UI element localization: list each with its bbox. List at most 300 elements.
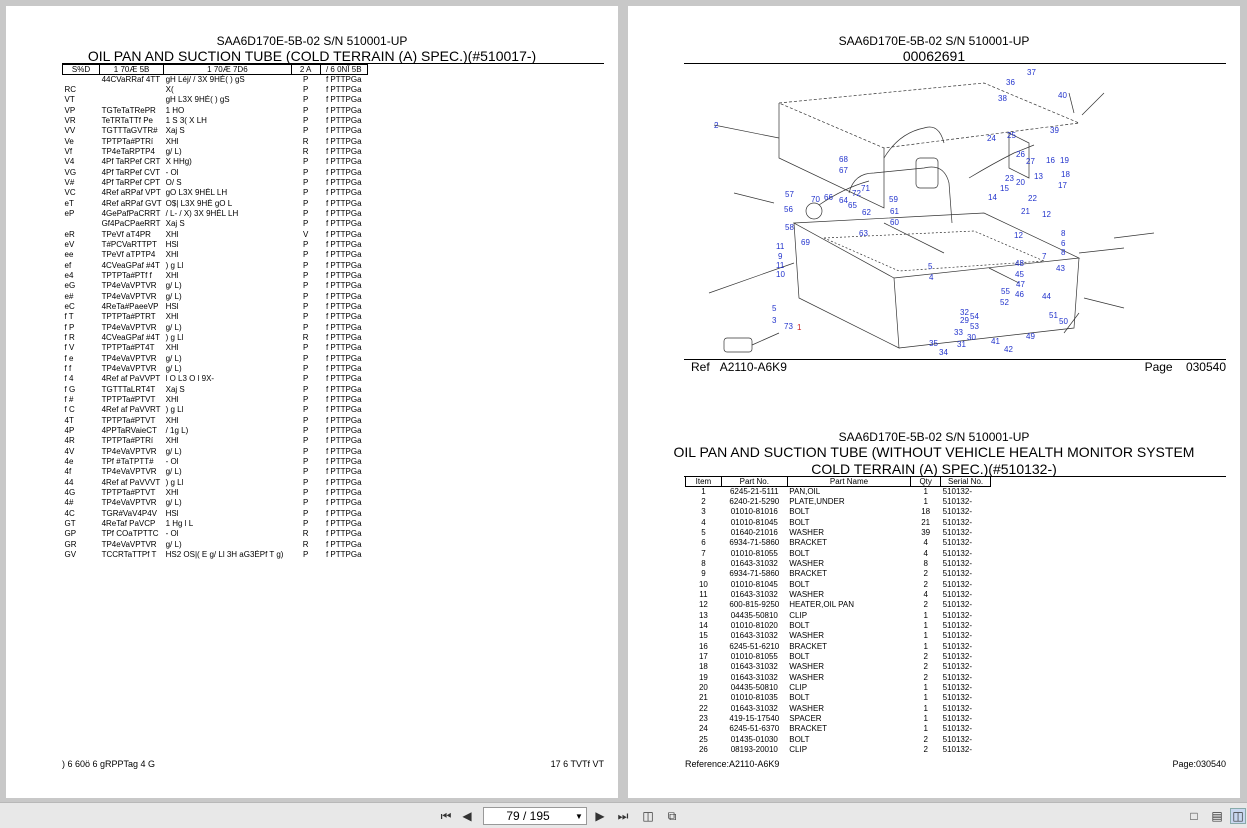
- svg-text:63: 63: [859, 229, 868, 238]
- table-cell: P: [302, 167, 309, 177]
- table-cell: 510132-: [942, 683, 972, 693]
- svg-text:14: 14: [988, 193, 997, 202]
- svg-text:5: 5: [928, 262, 933, 271]
- table-cell: P: [302, 549, 309, 559]
- svg-text:22: 22: [1028, 194, 1037, 203]
- svg-text:42: 42: [1004, 345, 1013, 354]
- table-cell: 01643-31032: [730, 590, 778, 600]
- svg-text:15: 15: [1000, 184, 1009, 193]
- table-cell: 510132-: [942, 569, 972, 579]
- table-cell: 21: [921, 517, 931, 527]
- svg-text:72: 72: [852, 189, 861, 198]
- table-row: [63, 519, 368, 529]
- svg-text:58: 58: [785, 223, 794, 232]
- table-cell: P: [302, 312, 309, 322]
- svg-text:5: 5: [772, 304, 777, 313]
- table-cell: 9: [701, 569, 706, 579]
- table-cell: 4: [923, 590, 928, 600]
- table-row: [63, 354, 368, 364]
- table-cell: - Ol: [165, 456, 179, 466]
- table-cell: O$| L3X 9HÉ gO L: [165, 198, 233, 208]
- column-header: S%D: [63, 65, 100, 75]
- table-cell: 510132-: [942, 672, 972, 682]
- exploded-parts-diagram: [684, 63, 1184, 360]
- svg-text:60: 60: [890, 218, 899, 227]
- table-cell: f #: [64, 395, 74, 404]
- svg-text:38: 38: [998, 94, 1007, 103]
- table-cell: TPTPTa#PTRT: [101, 312, 156, 322]
- table-cell: P: [302, 95, 309, 105]
- table-cell: 2: [701, 497, 706, 507]
- svg-text:66: 66: [824, 193, 833, 202]
- table-cell: 20: [698, 683, 708, 693]
- table-cell: g/ L): [165, 364, 182, 374]
- table-cell: P: [302, 219, 309, 229]
- table-cell: f PTTPGa: [325, 343, 362, 353]
- table-cell: 2: [923, 652, 928, 662]
- table-cell: Gf4PaCPaeRRT: [101, 219, 161, 229]
- table-row: [63, 446, 368, 456]
- table-cell: XHl: [165, 343, 179, 353]
- table-cell: P: [302, 364, 309, 374]
- svg-text:47: 47: [1016, 280, 1025, 289]
- table-cell: 01643-31032: [730, 672, 778, 682]
- table-cell: XHl: [165, 271, 179, 281]
- svg-text:69: 69: [801, 238, 810, 247]
- svg-text:8: 8: [1061, 248, 1066, 257]
- table-cell: TCCRTaTTPf T: [101, 549, 157, 559]
- table-cell: XHl: [165, 312, 179, 322]
- table-row: [63, 477, 368, 487]
- svg-text:48: 48: [1015, 259, 1024, 268]
- table-row: [63, 168, 368, 178]
- table-cell: 01643-31032: [730, 559, 778, 569]
- table-cell: f PTTPGa: [325, 353, 362, 363]
- table-cell: f PTTPGa: [325, 85, 362, 95]
- table-cell: f PTTPGa: [325, 446, 362, 456]
- svg-text:50: 50: [1059, 317, 1068, 326]
- svg-text:71: 71: [861, 184, 870, 193]
- table-cell: 1: [923, 631, 928, 641]
- right-page: [628, 6, 1240, 798]
- table-cell: CLIP: [789, 610, 808, 620]
- table-cell: 6934-71-5860: [729, 569, 780, 579]
- page-header: SAA6D170E-5B-02 S/N 510001-UP: [216, 34, 408, 48]
- table-cell: g/ L): [165, 353, 182, 363]
- table-cell: WASHER: [789, 631, 825, 641]
- table-cell: V: [302, 229, 309, 239]
- table-row: [686, 487, 991, 498]
- table-cell: 4CVeaGPaf #4T: [101, 260, 160, 270]
- table-row: [686, 714, 991, 724]
- table-cell: P: [302, 436, 309, 446]
- chevron-down-icon[interactable]: ▼: [575, 811, 583, 821]
- page-value: 030540: [1185, 360, 1226, 374]
- svg-text:37: 37: [1027, 68, 1036, 77]
- table-cell: f PTTPGa: [325, 188, 362, 198]
- table-cell: P: [302, 260, 309, 270]
- table-cell: 2: [923, 734, 928, 744]
- table-cell: 5: [701, 528, 706, 538]
- table-cell: 16: [698, 641, 708, 651]
- table-row: [63, 199, 368, 209]
- table-cell: TPTPTa#PTRí: [101, 136, 154, 146]
- table-row: [63, 374, 368, 384]
- table-row: [686, 621, 991, 631]
- table-row: [63, 385, 368, 395]
- table-cell: TP4eVaVPTVR: [101, 353, 157, 363]
- table-row: [686, 693, 991, 703]
- table-cell: TGR#VaV4P4V: [101, 508, 158, 518]
- table-cell: BOLT: [789, 621, 810, 631]
- table-cell: Xaj S: [165, 126, 185, 136]
- table-row: [63, 323, 368, 333]
- table-cell: 18: [921, 507, 931, 517]
- table-cell: 4f: [64, 467, 72, 477]
- parts-table: [685, 476, 991, 755]
- table-row: [63, 219, 368, 229]
- table-row: [63, 178, 368, 188]
- table-row: [63, 75, 368, 86]
- table-cell: f PTTPGa: [325, 178, 362, 188]
- svg-text:20: 20: [1016, 178, 1025, 187]
- table-cell: f PTTPGa: [325, 456, 362, 466]
- table-cell: 3: [701, 507, 706, 517]
- next-page-icon[interactable]: ▶: [595, 809, 605, 823]
- last-page-icon[interactable]: ⏭: [617, 808, 629, 823]
- table-cell: R: [302, 136, 309, 146]
- table-cell: f PTTPGa: [325, 105, 362, 115]
- table-cell: 510132-: [942, 600, 972, 610]
- table-cell: 2: [923, 662, 928, 672]
- table-cell: TPTPTa#PTf f: [101, 271, 152, 281]
- table-row: [63, 529, 368, 539]
- table-cell: 4G: [64, 487, 76, 497]
- table-cell: P: [302, 116, 309, 126]
- table-cell: 4V: [64, 446, 75, 456]
- svg-text:51: 51: [1049, 311, 1058, 320]
- table-row: [686, 559, 991, 569]
- table-cell: 4Ref af PaVVPT: [101, 374, 161, 384]
- svg-text:44: 44: [1042, 292, 1051, 301]
- table-cell: TGTeTaTRePR: [101, 105, 156, 115]
- table-cell: XHl: [165, 436, 179, 446]
- table-row: [63, 312, 368, 322]
- table-cell: P: [302, 188, 309, 198]
- table-cell: 2: [923, 672, 928, 682]
- table-row: [686, 662, 991, 672]
- table-cell: 510132-: [942, 559, 972, 569]
- svg-text:27: 27: [1026, 157, 1035, 166]
- table-cell: 4ReTaf PaVCP: [101, 518, 156, 528]
- column-header: Part No.: [721, 477, 787, 487]
- column-header: 1 70Æ 7D6: [164, 65, 292, 75]
- table-cell: V#: [64, 178, 75, 188]
- table-cell: f PTTPGa: [325, 147, 362, 157]
- table-cell: f PTTPGa: [325, 384, 362, 394]
- table-cell: gH L3X 9HÉ( ) gS: [165, 95, 230, 105]
- table-cell: P: [302, 405, 309, 415]
- table-cell: ) g Ll: [165, 333, 184, 343]
- table-cell: WASHER: [789, 528, 825, 538]
- table-cell: 01643-31032: [730, 703, 778, 713]
- table-cell: 26: [698, 745, 708, 755]
- table-row: [63, 405, 368, 415]
- table-row: [686, 507, 991, 517]
- table-cell: 510132-: [942, 579, 972, 589]
- table-cell: VP: [64, 105, 76, 115]
- table-cell: P: [302, 487, 309, 497]
- table-row: [686, 600, 991, 610]
- table-cell: P: [302, 302, 309, 312]
- prev-page-icon[interactable]: ◀: [462, 809, 472, 823]
- table-cell: f G: [64, 384, 76, 394]
- viewer-toolbar: [0, 802, 1247, 828]
- table-cell: f PTTPGa: [325, 116, 362, 126]
- table-cell: 01010-81055: [730, 652, 778, 662]
- table-cell: 4Pf TaRPef CPT: [101, 178, 161, 188]
- svg-text:43: 43: [1056, 264, 1065, 273]
- table-cell: 510132-: [942, 621, 972, 631]
- table-cell: TPf COaTPTTC: [101, 529, 159, 539]
- table-cell: 18: [698, 662, 708, 672]
- table-row: [63, 240, 368, 250]
- table-cell: ) g Ll: [165, 260, 184, 270]
- continuous-icon[interactable]: ▤: [1211, 809, 1223, 823]
- table-row: [63, 436, 368, 446]
- svg-text:45: 45: [1015, 270, 1024, 279]
- svg-text:40: 40: [1058, 91, 1067, 100]
- svg-text:9: 9: [778, 252, 783, 261]
- table-cell: eV: [64, 240, 75, 250]
- first-page-icon[interactable]: ⏮: [440, 808, 452, 823]
- table-cell: P: [302, 425, 309, 435]
- table-cell: 44CVaRRaf 4TT: [101, 75, 161, 84]
- svg-text:29: 29: [960, 316, 969, 325]
- table-row: [686, 528, 991, 538]
- svg-text:12: 12: [1042, 210, 1051, 219]
- column-header: 2 A: [291, 65, 320, 75]
- table-cell: 4#: [64, 498, 74, 508]
- table-cell: 13: [698, 610, 708, 620]
- table-row: [63, 116, 368, 126]
- svg-text:33: 33: [954, 328, 963, 337]
- table-row: [686, 642, 991, 652]
- table-cell: 510132-: [942, 652, 972, 662]
- table-cell: f PTTPGa: [325, 364, 362, 374]
- table-row: [686, 683, 991, 693]
- table-cell: 4: [923, 538, 928, 548]
- table-cell: PLATE,UNDER: [789, 497, 845, 507]
- table-row: [686, 580, 991, 590]
- table-cell: 17: [698, 652, 708, 662]
- table-cell: f PTTPGa: [325, 322, 362, 332]
- single-page-icon[interactable]: □: [1190, 809, 1198, 823]
- table-cell: 25: [698, 734, 708, 744]
- table-cell: XHl: [165, 136, 179, 146]
- table-cell: 6934-71-5860: [729, 538, 780, 548]
- table-row: [686, 497, 991, 507]
- table-row: [686, 549, 991, 559]
- rotate-icon[interactable]: ◫: [642, 809, 654, 823]
- table-row: [63, 157, 368, 167]
- table-cell: P: [302, 250, 309, 260]
- table-cell: f PTTPGa: [325, 405, 362, 415]
- table-row: [63, 539, 368, 549]
- table-cell: 510132-: [942, 714, 972, 724]
- table-cell: f PTTPGa: [325, 260, 362, 270]
- table-cell: P: [302, 126, 309, 136]
- table-cell: f PTTPGa: [325, 436, 362, 446]
- table-row: [686, 518, 991, 528]
- table-cell: BOLT: [789, 548, 810, 558]
- table-cell: P: [302, 85, 309, 95]
- table-cell: 01643-31032: [730, 631, 778, 641]
- table-cell: f PTTPGa: [325, 477, 362, 487]
- table-cell: 510132-: [942, 662, 972, 672]
- table-cell: BRACKET: [789, 641, 828, 651]
- table-cell: WASHER: [789, 559, 825, 569]
- table-cell: TPTPTa#PTRí: [101, 436, 154, 446]
- table-row: [63, 188, 368, 198]
- table-cell: g/ L): [165, 467, 182, 477]
- table-cell: 8: [701, 559, 706, 569]
- svg-text:2: 2: [714, 121, 719, 130]
- table-cell: RC: [64, 85, 77, 95]
- table-cell: 510132-: [942, 590, 972, 600]
- table-cell: GV: [64, 549, 77, 559]
- table-cell: 4PPTaRVaieCT: [101, 425, 157, 435]
- footer-reference: Reference:A2110-A6K9: [685, 759, 780, 769]
- table-cell: 4e: [64, 456, 74, 466]
- table-cell: [100, 85, 164, 95]
- table-cell: eG: [64, 281, 76, 291]
- table-cell: TPf #TaTPTT#: [101, 456, 154, 466]
- table-cell: 510132-: [942, 517, 972, 527]
- table-cell: GP: [64, 529, 77, 539]
- table-cell: 4: [923, 548, 928, 558]
- svg-text:23: 23: [1005, 174, 1014, 183]
- table-cell: VT: [64, 95, 75, 105]
- column-header: Item: [686, 477, 722, 487]
- table-cell: P: [302, 477, 309, 487]
- table-cell: 1: [923, 497, 928, 507]
- table-cell: P: [302, 281, 309, 291]
- svg-text:39: 39: [1050, 126, 1059, 135]
- table-cell: 1 Hg l L: [165, 518, 194, 528]
- table-cell: l O L3 O l 9X-: [165, 374, 215, 384]
- table-row: [63, 343, 368, 353]
- svg-text:62: 62: [862, 208, 871, 217]
- table-cell: 01010-81045: [730, 517, 778, 527]
- table-cell: V4: [64, 157, 75, 167]
- table-cell: 510132-: [942, 631, 972, 641]
- table-cell: 510132-: [942, 528, 972, 538]
- table-cell: P: [302, 456, 309, 466]
- table-cell: TPTPTa#PTVT: [101, 395, 156, 404]
- table-cell: 01435-01030: [730, 734, 778, 744]
- page-indicator[interactable]: 79 / 195: [506, 809, 550, 823]
- table-cell: TP4eTaRPTP4: [101, 147, 155, 157]
- table-cell: 1: [701, 487, 706, 496]
- table-row: [63, 508, 368, 518]
- table-cell: 510132-: [942, 641, 972, 651]
- table-cell: 1: [923, 703, 928, 713]
- section-title-line1: OIL PAN AND SUCTION TUBE (WITHOUT VEHICLE HEALTH MONITOR SYSTEM: [673, 444, 1195, 460]
- table-cell: 21: [698, 693, 708, 703]
- table-row: [686, 735, 991, 745]
- table-cell: P: [302, 157, 309, 167]
- footer-right: 17 6 TVTf VT: [550, 759, 604, 769]
- table-cell: - Ol: [165, 167, 179, 177]
- table-cell: f PTTPGa: [325, 549, 362, 559]
- ref-label-text: Ref: [691, 360, 710, 374]
- two-page-icon[interactable]: ◫: [1230, 808, 1246, 824]
- table-cell: [63, 219, 100, 229]
- table-cell: TP4eVaVPTVR: [101, 364, 157, 374]
- table-cell: 2: [923, 569, 928, 579]
- fit-icon[interactable]: ⧉: [667, 808, 677, 823]
- table-row: [63, 416, 368, 426]
- svg-text:41: 41: [991, 337, 1000, 346]
- table-cell: BOLT: [789, 734, 810, 744]
- table-cell: P: [302, 198, 309, 208]
- table-cell: 510132-: [942, 507, 972, 517]
- table-cell: eT: [64, 198, 74, 208]
- ref-value: A2110-A6K9: [719, 360, 787, 374]
- svg-text:54: 54: [970, 312, 979, 321]
- table-cell: XHl: [165, 415, 179, 425]
- table-row: [686, 590, 991, 600]
- table-cell: 419-15-17540: [729, 714, 780, 724]
- table-cell: BRACKET: [789, 538, 828, 548]
- table-cell: 39: [921, 528, 931, 538]
- table-cell: e#: [64, 291, 74, 301]
- svg-text:4: 4: [929, 273, 934, 282]
- table-cell: 4P: [64, 425, 75, 435]
- svg-text:70: 70: [811, 195, 820, 204]
- svg-text:32: 32: [960, 308, 969, 317]
- table-row: [63, 498, 368, 508]
- table-cell: f PTTPGa: [325, 374, 362, 384]
- svg-text:26: 26: [1016, 150, 1025, 159]
- table-cell: - Ol: [165, 529, 179, 539]
- table-cell: 510132-: [942, 610, 972, 620]
- table-row: [63, 250, 368, 260]
- table-cell: f T: [64, 312, 74, 322]
- page-selector[interactable]: [483, 807, 587, 825]
- table-cell: CLIP: [789, 683, 808, 693]
- table-cell: R: [302, 539, 309, 549]
- svg-text:56: 56: [784, 205, 793, 214]
- table-cell: TP4eVaVPTVR: [101, 322, 157, 332]
- table-cell: 510132-: [942, 487, 972, 496]
- table-cell: XHl: [165, 487, 179, 497]
- table-cell: eR: [64, 229, 75, 239]
- column-header: Serial No.: [941, 477, 991, 487]
- svg-text:7: 7: [1042, 252, 1047, 261]
- table-cell: P: [302, 209, 309, 219]
- page-header: SAA6D170E-5B-02 S/N 510001-UP: [838, 34, 1030, 48]
- svg-text:30: 30: [967, 333, 976, 342]
- table-cell: f PTTPGa: [325, 529, 362, 539]
- table-cell: P: [302, 105, 309, 115]
- table-cell: 44: [64, 477, 74, 487]
- ref-label: [691, 360, 787, 374]
- table-cell: 1: [923, 683, 928, 693]
- table-cell: 510132-: [942, 497, 972, 507]
- table-cell: 6245-51-6370: [729, 724, 780, 734]
